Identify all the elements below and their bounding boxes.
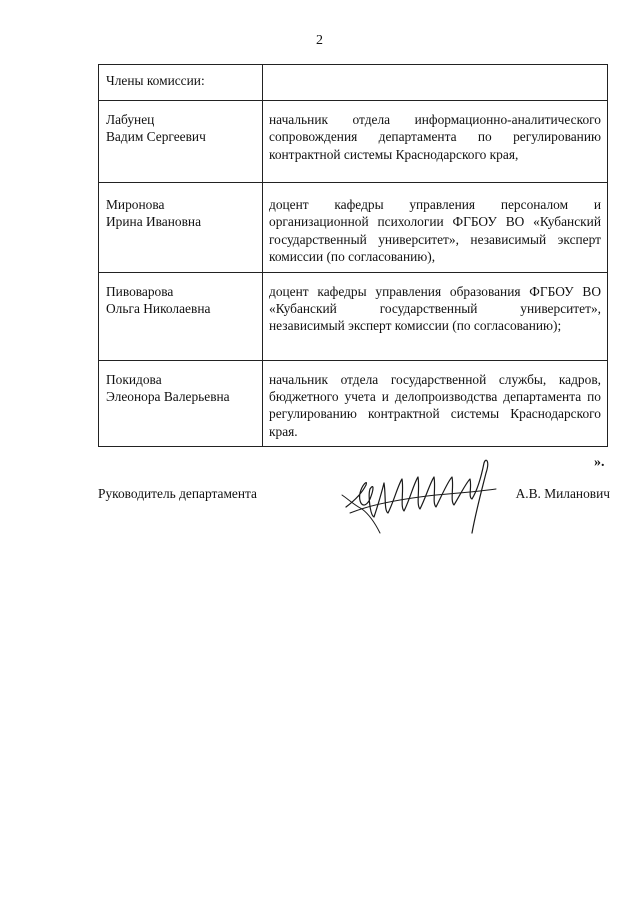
table-row	[99, 101, 608, 183]
member-surname: Лабунец	[106, 112, 155, 127]
table-header-row	[99, 65, 608, 101]
member-role: начальник отдела государственной службы, кадров, бюджетного учета и делопроизводства департамента по регулированию контрактной системы Краснодарского края.	[269, 371, 601, 439]
member-given-names: Элеонора Валерьевна	[106, 389, 230, 405]
closing-quote-mark: ».	[594, 455, 605, 470]
commission-members-table	[98, 64, 608, 447]
member-role: доцент кафедры управления персоналом и организационной психологии ФГБОУ ВО «Кубанский государственный университет», независимый эксперт комиссии (по согласованию),	[269, 197, 601, 265]
member-given-names: Вадим Сергеевич	[106, 129, 206, 145]
page-number: 2	[316, 33, 323, 48]
signer-name: А.В. Миланович	[515, 486, 610, 501]
member-role: начальник отдела информационно-аналитического сопровождения департамента по регулированию контрактной системы Краснодарского края,	[269, 112, 601, 162]
member-given-names: Ирина Ивановна	[106, 214, 202, 230]
member-surname: Миронова	[106, 197, 165, 212]
member-name-cell	[99, 360, 263, 447]
table-row	[99, 360, 608, 447]
member-role-cell	[263, 272, 608, 360]
table-row	[99, 272, 608, 360]
member-name-cell	[99, 183, 263, 273]
member-role-cell	[263, 101, 608, 183]
header-label-cell	[99, 65, 263, 101]
member-name-cell	[99, 101, 263, 183]
member-given-names: Ольга Николаевна	[106, 301, 211, 317]
member-role: доцент кафедры управления образования ФГБОУ ВО «Кубанский государственный университет», независимый эксперт комиссии (по согласованию);	[269, 283, 601, 334]
header-label: Члены комиссии:	[106, 73, 205, 88]
signer-position: Руководитель департамента	[98, 486, 257, 501]
member-role-cell	[263, 360, 608, 447]
member-name-cell	[99, 272, 263, 360]
member-surname: Покидова	[106, 371, 162, 387]
table-row	[99, 183, 608, 273]
header-empty-cell	[263, 65, 608, 101]
member-role-cell	[263, 183, 608, 273]
handwritten-signature-icon	[340, 455, 500, 537]
member-surname: Пивоварова	[106, 283, 174, 299]
